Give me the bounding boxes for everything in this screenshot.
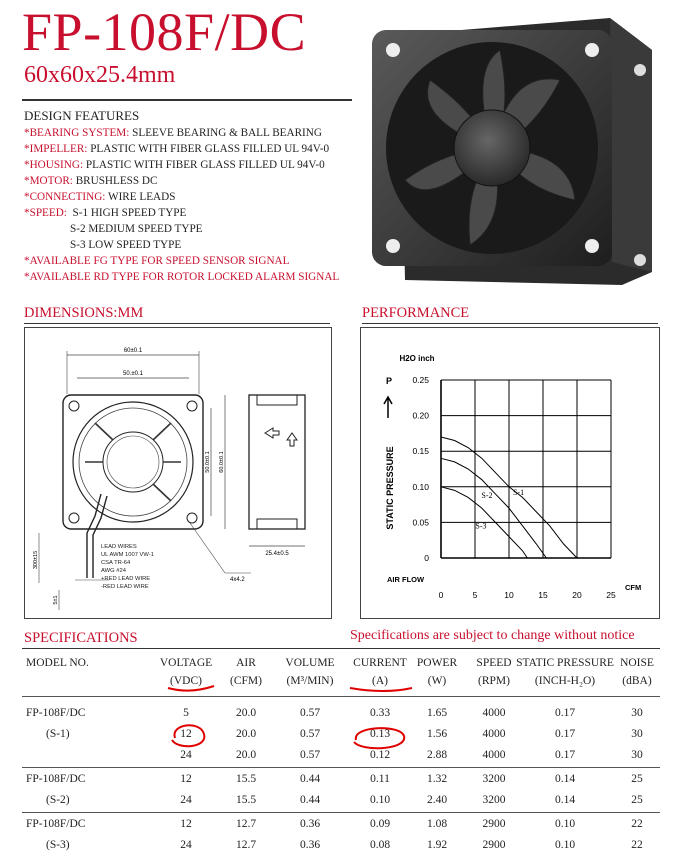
y-tick-label: 0.25 [412, 375, 429, 385]
y-axis-label: STATIC PRESSURE [385, 446, 395, 530]
variant-cell: (S-3) [46, 839, 70, 851]
feature-item [24, 173, 157, 189]
y-tick-label: 0.05 [412, 517, 429, 528]
table-cell: 0.13 [369, 728, 391, 740]
dim-5-label: 5±1 [53, 595, 59, 605]
table-cell: 15.5 [235, 794, 257, 806]
dim-50v-label: 50.0±0.1 [205, 451, 211, 473]
x-tick-label: 10 [504, 590, 514, 600]
dimensions-heading: DIMENSIONS:MM [24, 305, 144, 321]
feature-value: SLEEVE BEARING & BALL BEARING [129, 127, 322, 139]
model-title: FP-108F/DC [22, 2, 307, 62]
table-cell: 2900 [482, 839, 506, 851]
available-text: AVAILABLE RD TYPE FOR ROTOR LOCKED ALARM SIGNAL [29, 271, 340, 283]
table-cell: 24 [180, 839, 192, 851]
x-axis-label: AIR FLOW [387, 575, 425, 584]
bullet-asterisk: * [24, 207, 30, 219]
column-unit: (A) [372, 675, 388, 687]
y-arrow-icon [384, 397, 392, 418]
bullet-asterisk: * [24, 271, 30, 283]
series-label: S-3 [475, 521, 487, 531]
table-cell: 0.36 [299, 839, 321, 851]
feature-value: PLASTIC WITH FIBER GLASS FILLED UL 94V-0 [83, 159, 325, 171]
table-cell: 0.14 [554, 794, 576, 806]
table-cell: 0.10 [554, 818, 576, 830]
specs-top-rule [22, 648, 660, 649]
dimensions-panel [24, 327, 332, 619]
dim-60-label: 60±0.1 [123, 348, 143, 354]
feature-item [24, 189, 175, 205]
column-unit: (INCH-H₂O) [534, 675, 596, 687]
table-cell: 12 [180, 818, 192, 830]
feature-label: CONNECTING: [29, 191, 106, 203]
table-cell: 20.0 [235, 728, 257, 740]
wire-note: UL AWM 1007 VW-1 [101, 552, 154, 558]
table-cell: 25 [631, 773, 643, 785]
table-cell: 22 [631, 818, 643, 830]
speed-type-item: S-2 MEDIUM SPEED TYPE [70, 223, 203, 235]
table-cell: 0.36 [299, 818, 321, 830]
dimensions-rule [24, 323, 330, 324]
table-cell: 12 [180, 773, 192, 785]
table-cell: 0.10 [554, 839, 576, 851]
table-cell: 0.09 [369, 818, 391, 830]
y-tick-label: 0.15 [412, 446, 429, 457]
table-cell: 4000 [482, 728, 506, 740]
table-cell: 2.40 [426, 794, 448, 806]
fan-photo [360, 10, 660, 290]
table-cell: 4000 [482, 707, 506, 719]
table-cell: 1.32 [426, 773, 448, 785]
dim-254-label: 25.4±0.5 [265, 551, 289, 557]
dimension-drawing [25, 328, 331, 618]
column-header: AIR [236, 657, 256, 669]
feature-item [24, 205, 186, 221]
column-header: NOISE [620, 657, 654, 669]
specifications-heading: SPECIFICATIONS [24, 630, 138, 646]
available-text: AVAILABLE FG TYPE FOR SPEED SENSOR SIGNAL [29, 255, 290, 267]
column-header: POWER [416, 657, 458, 669]
table-cell: 30 [631, 707, 643, 719]
y-symbol-label: P [386, 376, 393, 386]
column-header: MODEL NO. [26, 657, 89, 669]
x-tick-label: 5 [472, 590, 478, 600]
table-cell: 2900 [482, 818, 506, 830]
table-cell: 22 [631, 839, 643, 851]
table-cell: 0.17 [554, 749, 576, 761]
table-cell: 0.57 [299, 749, 321, 761]
y-tick-label: 0.10 [412, 481, 429, 492]
y-tick-label: 0.20 [412, 410, 429, 421]
feature-value: S-1 HIGH SPEED TYPE [66, 207, 187, 219]
specifications-notice: Specifications are subject to change without notice [350, 628, 635, 643]
title-rule [22, 99, 352, 101]
table-cell: 24 [180, 749, 192, 761]
series-label: S-2 [481, 490, 493, 500]
wire-note: CSA TR-64 [101, 560, 131, 566]
feature-label: SPEED: [29, 207, 67, 219]
column-unit: (RPM) [478, 675, 510, 687]
table-cell: 20.0 [235, 707, 257, 719]
column-unit: (CFM) [230, 675, 262, 687]
table-cell: 0.57 [299, 728, 321, 740]
table-cell: 24 [180, 794, 192, 806]
table-cell: 0.08 [369, 839, 391, 851]
y-unit-label: H2O inch [399, 354, 435, 363]
variant-cell: (S-1) [46, 728, 70, 740]
table-cell: 0.17 [554, 728, 576, 740]
table-cell: 0.44 [299, 794, 321, 806]
feature-value: WIRE LEADS [105, 191, 176, 203]
table-cell: 1.56 [426, 728, 448, 740]
available-item [24, 253, 289, 269]
performance-chart [361, 328, 659, 618]
table-cell: 12 [180, 728, 192, 740]
table-cell: 5 [183, 707, 189, 719]
size-subtitle: 60x60x25.4mm [24, 62, 176, 88]
column-header: VOLUME [285, 657, 335, 669]
table-cell: 1.92 [426, 839, 448, 851]
column-header: VOLTAGE [159, 657, 213, 669]
feature-label: MOTOR: [29, 175, 73, 187]
table-cell: 12.7 [235, 818, 257, 830]
x-tick-label: 0 [438, 590, 444, 600]
table-cell: 1.08 [426, 818, 448, 830]
table-cell: 25 [631, 794, 643, 806]
performance-rule [362, 323, 658, 324]
wire-note: AWG #24 [101, 568, 126, 574]
column-header: STATIC PRESSURE [516, 657, 614, 669]
table-cell: 0.14 [554, 773, 576, 785]
feature-item [24, 125, 322, 141]
bullet-asterisk: * [24, 255, 30, 267]
dim-hole-label: 4x4.2 [230, 577, 245, 583]
y-tick-label: 0 [424, 553, 429, 563]
dim-50-label: 50.±0.1 [123, 371, 143, 377]
table-cell: 0.44 [299, 773, 321, 785]
table-cell: 0.10 [369, 794, 391, 806]
column-unit: (dBA) [622, 675, 652, 687]
group-rule [22, 767, 660, 768]
table-cell: 1.65 [426, 707, 448, 719]
model-cell: FP-108F/DC [26, 707, 86, 719]
wire-note: -RED LEAD WIRE [101, 584, 149, 590]
table-cell: 0.57 [299, 707, 321, 719]
x-tick-label: 20 [572, 590, 582, 600]
dim-300-label: 300±15 [33, 550, 39, 570]
bullet-asterisk: * [24, 191, 30, 203]
table-cell: 30 [631, 728, 643, 740]
model-cell: FP-108F/DC [26, 773, 86, 785]
bullet-asterisk: * [24, 127, 30, 139]
header-rule [22, 696, 660, 697]
x-unit-label: CFM [625, 583, 642, 592]
speed-type-item: S-3 LOW SPEED TYPE [70, 239, 182, 251]
table-cell: 3200 [482, 773, 506, 785]
bullet-asterisk: * [24, 143, 30, 155]
bullet-asterisk: * [24, 159, 30, 171]
bullet-asterisk: * [24, 175, 30, 187]
design-features-heading: DESIGN FEATURES [24, 108, 140, 123]
wire-note: +RED LEAD WIRE [101, 576, 151, 582]
feature-value: BRUSHLESS DC [72, 175, 158, 187]
table-cell: 15.5 [235, 773, 257, 785]
available-item [24, 269, 339, 285]
table-cell: 12.7 [235, 839, 257, 851]
table-cell: 20.0 [235, 749, 257, 761]
series-label: S-1 [513, 487, 525, 497]
table-cell: 30 [631, 749, 643, 761]
feature-item [24, 157, 325, 173]
feature-label: IMPELLER: [29, 143, 88, 155]
group-rule [22, 812, 660, 813]
column-header: CURRENT [353, 657, 407, 669]
table-cell: 3200 [482, 794, 506, 806]
feature-item [24, 141, 329, 157]
table-cell: 4000 [482, 749, 506, 761]
wire-note: LEAD WIRES [101, 544, 137, 550]
performance-heading: PERFORMANCE [362, 305, 470, 321]
table-cell: 0.17 [554, 707, 576, 719]
table-cell: 0.33 [369, 707, 391, 719]
performance-panel [360, 327, 660, 619]
series-line-s-2 [441, 458, 546, 558]
variant-cell: (S-2) [46, 794, 70, 806]
feature-label: BEARING SYSTEM: [29, 127, 130, 139]
column-unit: (VDC) [170, 675, 202, 687]
column-unit: (W) [427, 675, 447, 687]
table-cell: 0.12 [369, 749, 391, 761]
column-header: SPEED [476, 657, 512, 669]
x-tick-label: 25 [606, 590, 616, 600]
feature-value: PLASTIC WITH FIBER GLASS FILLED UL 94V-0 [87, 143, 330, 155]
table-cell: 2.88 [426, 749, 448, 761]
table-cell: 0.11 [370, 773, 390, 785]
feature-label: HOUSING: [29, 159, 84, 171]
dim-60v-label: 60.0±0.1 [219, 451, 225, 473]
model-cell: FP-108F/DC [26, 818, 86, 830]
column-unit: (M³/MIN) [286, 675, 334, 687]
x-tick-label: 15 [538, 590, 548, 600]
